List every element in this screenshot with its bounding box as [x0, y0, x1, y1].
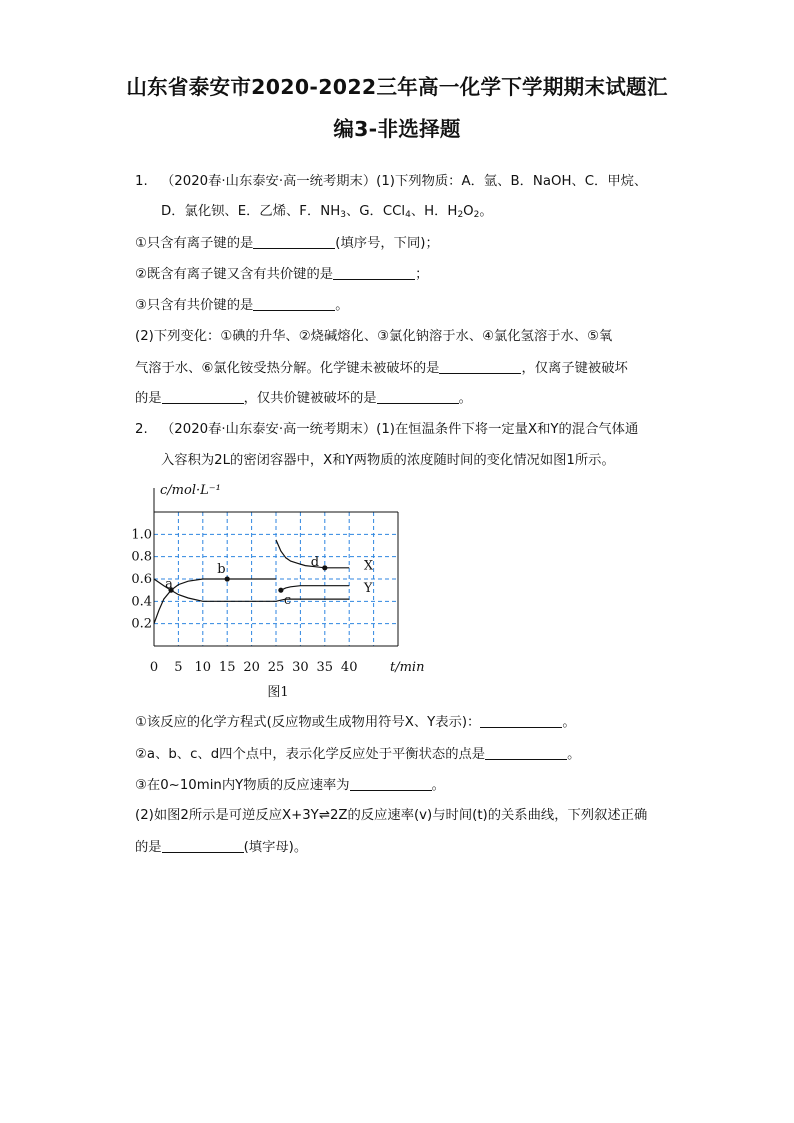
answer-blank[interactable]	[377, 389, 459, 404]
answer-blank[interactable]	[480, 713, 562, 728]
q1-sub: 4	[405, 210, 411, 220]
q1-number: 1.	[135, 174, 148, 189]
x-tick-label: 25	[267, 660, 285, 675]
q1-sub2-end: ；	[415, 267, 429, 282]
y-tick-label: 0.2	[131, 616, 152, 632]
x-tick-label: 10	[194, 660, 212, 675]
q2-text-line1: （2020春·山东泰安·高一统考期末）(1)在恒温条件下将一定量X和Y的混合气体通	[161, 422, 639, 437]
q1-line2	[161, 203, 493, 221]
q2-sub2	[135, 745, 580, 764]
answer-blank[interactable]	[333, 265, 415, 280]
q1-part2-line3	[135, 389, 472, 408]
point-label-a: a	[165, 577, 173, 593]
q1-sub3	[135, 296, 349, 315]
q1-line2-part: 、H．H	[410, 204, 458, 219]
q1-line2-part: D．氯化钡、E．乙烯、F．NH	[161, 204, 341, 219]
page-title-line2: 编3-非选择题	[333, 117, 461, 141]
q1-line2-part: O	[463, 204, 474, 219]
x-tick-label: 40	[340, 660, 358, 675]
figure-caption: 图1	[267, 685, 289, 698]
q2-sub2-text: ②a、b、c、d四个点中，表示化学反应处于平衡状态的点是	[135, 747, 486, 762]
q1-part2-text: 。	[458, 391, 472, 406]
q2-sub3-text: ③在0~10min内Y物质的反应速率为	[135, 778, 350, 793]
q2-part2-text: 的是	[135, 840, 162, 855]
y-axis-label: c/mol·L⁻¹	[160, 483, 221, 498]
q2-part2-line2	[135, 838, 307, 857]
series-label-x: X	[363, 558, 374, 574]
q1-part2-text: ，仅离子键被破坏	[521, 361, 628, 376]
x-tick-label: 30	[292, 660, 309, 675]
point-label-c: c	[283, 593, 292, 609]
q1-line1	[135, 173, 647, 191]
q2-sub1-end: 。	[562, 715, 576, 730]
answer-blank[interactable]	[253, 234, 335, 249]
point-d	[322, 565, 327, 570]
x-tick-label: 5	[174, 660, 183, 675]
q2-number: 2.	[135, 422, 148, 437]
q1-sub1-note: (填序号，下同)；	[335, 236, 439, 251]
q1-sub: 3	[340, 210, 346, 220]
x-tick-label: 20	[243, 660, 260, 675]
q2-sub1-text: ①该反应的化学方程式(反应物或生成物用符号X、Y表示)：	[135, 715, 481, 730]
page-title-line1: 山东省泰安市2020-2022三年高一化学下学期期末试题汇	[126, 75, 668, 99]
x-tick-label: 15	[218, 660, 236, 675]
answer-blank[interactable]	[162, 389, 244, 404]
answer-blank[interactable]	[162, 838, 244, 853]
concentration-time-chart	[128, 478, 428, 698]
q1-part2-line2	[135, 359, 628, 378]
q1-sub3-end: 。	[335, 298, 349, 313]
point-label-d: d	[310, 554, 320, 570]
q2-part2-text: (填字母)。	[243, 840, 308, 855]
answer-blank[interactable]	[253, 296, 335, 311]
q2-sub3	[135, 776, 445, 795]
y-tick-label: 0.8	[131, 549, 152, 565]
point-c	[278, 588, 283, 593]
q1-text-line1: （2020春·山东泰安·高一统考期末）(1)下列物质：A．氩、B．NaOH、C．甲烷、	[161, 174, 648, 189]
answer-blank[interactable]	[485, 745, 567, 760]
q1-sub1-text: ①只含有离子键的是	[135, 236, 254, 251]
y-tick-label: 0.6	[131, 572, 152, 587]
q1-part2-text: 气溶于水、⑥氯化铵受热分解。化学键未被破坏的是	[135, 361, 440, 376]
q2-line2: 入容积为2L的密闭容器中，X和Y两物质的浓度随时间的变化情况如图1所示。	[161, 453, 615, 468]
x-axis-label: t/min	[390, 660, 425, 675]
q1-part2-line1: (2)下列变化：①碘的升华、②烧碱熔化、③氯化钠溶于水、④氯化氢溶于水、⑤氧	[135, 329, 613, 344]
answer-blank[interactable]	[439, 359, 521, 374]
series-line-y	[281, 586, 349, 591]
q2-sub1	[135, 713, 576, 732]
q1-sub2-text: ②既含有离子键又含有共价键的是	[135, 267, 334, 282]
q1-sub: 2	[473, 210, 480, 220]
q2-line1	[135, 421, 638, 439]
y-tick-label: 0.4	[131, 594, 152, 610]
q1-sub1	[135, 234, 439, 253]
q2-sub3-end: 。	[431, 778, 445, 793]
q1-sub2	[135, 265, 428, 284]
q1-sub: 2	[457, 210, 464, 220]
x-tick-label: 35	[316, 660, 334, 675]
q2-part2-line1: (2)如图2所示是可逆反应X+3Y⇌2Z的反应速率(v)与时间(t)的关系曲线，下列叙述正确	[135, 808, 648, 823]
point-b	[225, 576, 230, 581]
q1-part2-text: ，仅共价键被破坏的是	[243, 391, 377, 406]
point-label-b: b	[217, 562, 226, 577]
y-tick-label: 1.0	[131, 527, 152, 543]
q1-line2-part: 。	[479, 204, 493, 219]
q1-part2-text: 的是	[135, 391, 162, 406]
q2-sub2-end: 。	[567, 747, 581, 762]
q1-line2-part: 、G．CCl	[345, 204, 406, 219]
answer-blank[interactable]	[350, 776, 432, 791]
x-tick-label: 0	[149, 660, 159, 675]
q1-sub3-text: ③只含有共价键的是	[135, 298, 254, 313]
series-label-y: Y	[363, 580, 373, 596]
